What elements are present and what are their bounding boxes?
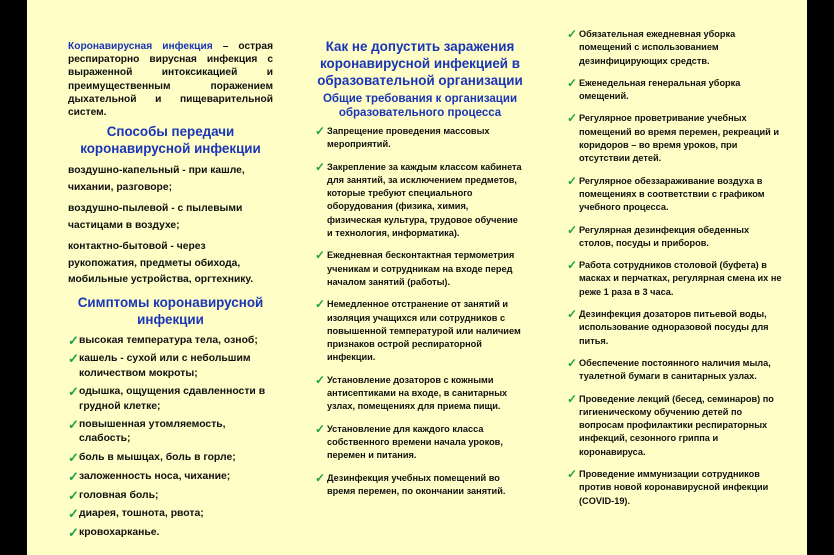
requirements-list <box>315 125 525 498</box>
list-item: ✓ головная боль; <box>68 487 159 503</box>
check-icon: ✓ <box>68 506 79 522</box>
check-icon: ✓ <box>567 222 578 237</box>
check-icon: ✓ <box>315 372 326 387</box>
list-item: ✓ Регулярное проветривание учебных помещений во время перемен, рекреаций и коридоров – во время уроков, при отсутствии детей. <box>567 111 779 164</box>
column-1 <box>68 40 273 545</box>
column-2 <box>315 38 525 507</box>
list-item: ✓ Работа сотрудников столовой (буфета) в масках и перчатках, регулярная смена их не реже 1 раза в 3 часа. <box>567 258 782 297</box>
requirements-subheading: Общие требования к организации образовательного процесса <box>322 93 518 119</box>
list-item: ✓ диарея, тошнота, рвота; <box>68 506 204 522</box>
list-item: ✓ повышенная утомляемость, слабость; <box>68 417 226 445</box>
list-item: ✓ Обеспечение постоянного наличия мыла, туалетной бумаги в санитарных узлах. <box>567 355 771 382</box>
requirements-list-continued <box>567 28 782 508</box>
check-icon: ✓ <box>315 159 326 174</box>
check-icon: ✓ <box>567 355 578 370</box>
list-item: ✓ Регулярная дезинфекция обеденных столов, посуды и приборов. <box>567 222 750 248</box>
check-icon: ✓ <box>315 124 326 138</box>
check-icon: ✓ <box>68 468 79 484</box>
check-icon: ✓ <box>315 421 326 436</box>
mode-item: воздушно-капельный - при кашле, чихании, разговоре; <box>68 165 245 193</box>
list-item: ✓ Обязательная ежедневная уборка помещений с использованием дезинфицирующих средств. <box>567 27 736 66</box>
check-icon: ✓ <box>315 470 326 485</box>
check-icon: ✓ <box>567 391 578 406</box>
list-item: ✓ одышка, ощущения сдавленности в грудной клетке; <box>68 384 266 412</box>
list-item: ✓ Ежедневная бесконтактная термометрия ученикам и сотрудникам на входе перед началом занятий (работы). <box>315 248 515 287</box>
check-icon: ✓ <box>567 258 578 273</box>
check-icon: ✓ <box>68 351 79 367</box>
leaflet-page <box>27 0 807 555</box>
column-3 <box>567 28 782 517</box>
list-item: ✓ кашель - сухой или с небольшим количеством мокроты; <box>68 351 251 379</box>
list-item: ✓ Немедленное отстранение от занятий и изоляция учащихся или сотрудников с повышенной температурой или наличием признаков острой респираторной инфекции. <box>315 297 521 363</box>
check-icon: ✓ <box>68 450 79 466</box>
check-icon: ✓ <box>68 487 79 503</box>
list-item: ✓ Запрещение проведения массовых мероприятий. <box>315 124 490 150</box>
symptoms-heading: Симптомы коронавирусной инфекции <box>77 294 264 327</box>
list-item: ✓ Еженедельная генеральная уборка омещений. <box>567 75 741 102</box>
check-icon: ✓ <box>315 248 326 263</box>
list-item: ✓ заложенность носа, чихание; <box>68 468 231 484</box>
check-icon: ✓ <box>567 27 578 41</box>
list-item: ✓ кровохарканье. <box>68 524 160 540</box>
symptoms-list <box>68 334 273 540</box>
intro-paragraph <box>68 40 273 119</box>
list-item: ✓ боль в мышцах, боль в горле; <box>68 450 236 466</box>
check-icon: ✓ <box>567 111 578 126</box>
list-item: ✓ Установление дозаторов с кожными антисептиками на входе, в санитарных узлах, помещениях для приема пищи. <box>315 372 508 412</box>
transmission-heading: Способы передачи коронавирусной инфекции <box>80 124 261 157</box>
check-icon: ✓ <box>68 417 79 433</box>
list-item: ✓ Дезинфекция дозаторов питьевой воды, использование одноразовой посуды для питья. <box>567 307 769 346</box>
check-icon: ✓ <box>315 297 326 312</box>
check-icon: ✓ <box>68 524 79 540</box>
list-item: ✓ Установление для каждого класса собственного времени начала уроков, перемен и питания. <box>315 421 503 461</box>
check-icon: ✓ <box>567 307 578 322</box>
check-icon: ✓ <box>567 173 578 188</box>
check-icon: ✓ <box>68 384 79 400</box>
intro-text: – острая респираторно вирусная инфекция с выраженной интоксикацией и преимущественным поражением дыхательной и пищеварительной систем. <box>68 41 274 119</box>
list-item: ✓ Закрепление за каждым классом кабинета для занятий, за исключением предметов, которые требуют специального оборудования (физика, химия, физическая культура, трудовое обучение и технология, информатика). <box>315 159 522 239</box>
list-item: ✓ Проведение лекций (бесед, семинаров) по гигиеническому обучению детей по вопросам профилактики респираторных инфекций, сезонного гриппа и коронавируса. <box>567 391 774 457</box>
check-icon: ✓ <box>567 75 578 90</box>
list-item: ✓ высокая температура тела, озноб; <box>68 332 258 348</box>
mode-item: контактно-бытовой - через рукопожатия, предметы обихода, мобильные устройства, оргтехнику. <box>68 241 254 286</box>
list-item: ✓ Проведение иммунизации сотрудников против новой коронавирусной инфекции (COVID-19). <box>567 467 769 506</box>
check-icon: ✓ <box>68 332 79 348</box>
prevention-heading: Как не допустить заражения коронавирусной инфекцией в образовательной организации <box>317 39 523 88</box>
list-item: ✓ Дезинфекция учебных помещений во время перемен, по окончании занятий. <box>315 470 506 496</box>
list-item: ✓ Регулярное обеззараживание воздуха в помещениях в соответствии с графиком учебного процесса. <box>567 173 765 213</box>
transmission-modes <box>68 163 273 289</box>
mode-item: воздушно-пылевой - с пылевыми частицами в воздухе; <box>68 203 243 231</box>
check-icon: ✓ <box>567 467 578 482</box>
intro-term: Коронавирусная инфекция <box>68 41 213 52</box>
